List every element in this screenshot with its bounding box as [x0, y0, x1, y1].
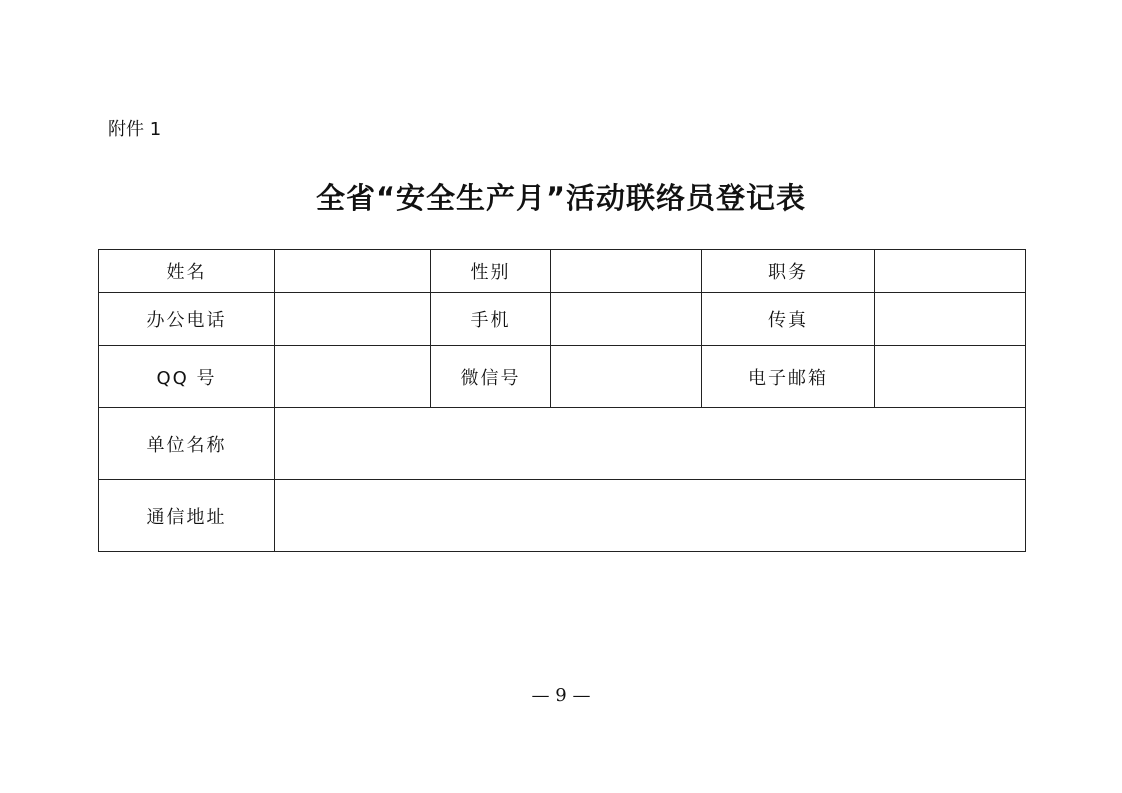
mobile-field[interactable]	[551, 293, 702, 346]
qq-label: QQ 号	[99, 346, 275, 408]
table-row	[99, 250, 1026, 293]
mobile-label: 手机	[431, 293, 551, 346]
position-field[interactable]	[875, 250, 1026, 293]
office-phone-label: 办公电话	[99, 293, 275, 346]
name-field[interactable]	[275, 250, 431, 293]
office-phone-field[interactable]	[275, 293, 431, 346]
qq-field[interactable]	[275, 346, 431, 408]
wechat-field[interactable]	[551, 346, 702, 408]
address-label: 通信地址	[99, 480, 275, 552]
registration-form-table	[98, 249, 1026, 552]
table-row	[99, 293, 1026, 346]
email-field[interactable]	[875, 346, 1026, 408]
address-field[interactable]	[275, 480, 1026, 552]
fax-field[interactable]	[875, 293, 1026, 346]
organization-label: 单位名称	[99, 408, 275, 480]
table-row	[99, 346, 1026, 408]
table-row	[99, 480, 1026, 552]
fax-label: 传真	[702, 293, 875, 346]
attachment-label: 附件 1	[108, 119, 162, 140]
email-label: 电子邮箱	[702, 346, 875, 408]
gender-label: 性别	[431, 250, 551, 293]
name-label: 姓名	[99, 250, 275, 293]
position-label: 职务	[702, 250, 875, 293]
organization-field[interactable]	[275, 408, 1026, 480]
page-title: 全省“安全生产月”活动联络员登记表	[315, 181, 807, 215]
table-row	[99, 408, 1026, 480]
wechat-label: 微信号	[431, 346, 551, 408]
page-number: — 9 —	[531, 685, 591, 706]
gender-field[interactable]	[551, 250, 702, 293]
